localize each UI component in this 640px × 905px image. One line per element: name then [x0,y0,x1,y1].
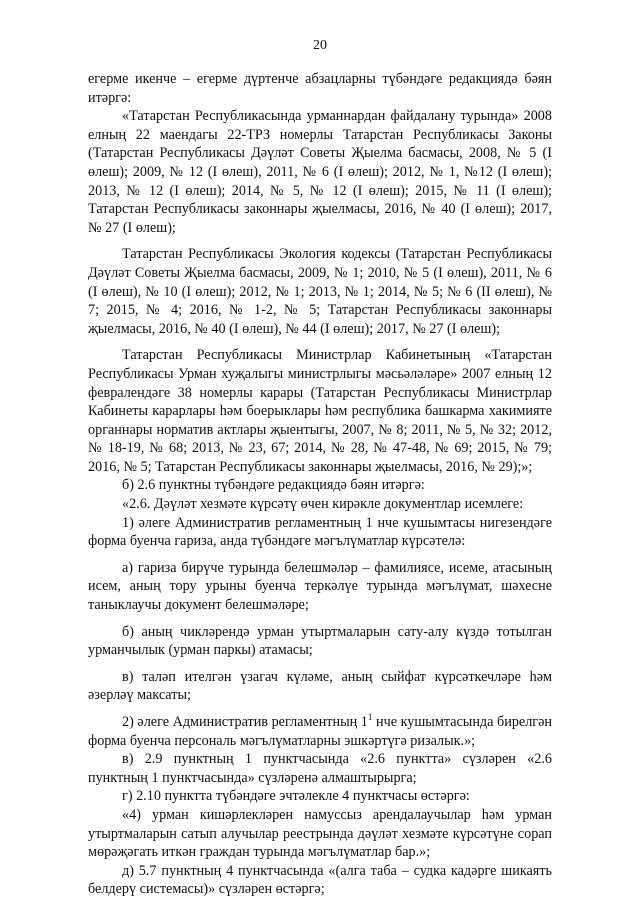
paragraph-sub-4: «4) урман кишәрлекләрен намуссыз арендалаучылар һәм урман утыртмаларын сатып алучылар реестрында дәүләт хезмәте күрсәтүне сорап мөрәҗәгать иткән граждан турында мәгълүматлар бар.»; [88,806,552,861]
paragraph-cabinet-resolution: Татарстан Республикасы Министрлар Кабинетының «Татарстан Республикасы Урман хуҗалыгы министрлыгы мәсьәләләре» 2007 елның 12 февралендәге 38 номерлы карары (Татарстан Республикасы Министрлар Кабинеты карарлары һәм боерыклары һәм республика башкарма хакимияте органнары норматив актлары җыентыгы, 2007, № 8; 2011, № 5, № 32; 2012, № 18-19, № 68; 2013, № 23, 67; 2014, № 28, № 47-48, № 69; 2015, № 79; 2016, № 5; Татарстан Республикасы законнары җыелмасы, 2016, № 29);»; [88,347,552,475]
paragraph-sub-a: а) гариза бирүче турында белешмәләр – фамилиясе, исеме, атасының исем, аның тору урыны буенча теркәлүе турында мәгълүмат, шәхесне таныклаучы документ белешмәләре; [88,559,552,614]
sub-2-text-start: 2) әлеге Административ регламентның 1 [122,714,368,730]
paragraph-item-g: г) 2.10 пунктта түбәндәге эчтәлекле 4 пунктчасы өстәргә: [122,788,470,805]
paragraph-2-6-heading: «2.6. Дәүләт хезмәте күрсәтү өчен кирәкле документлар исемлеге: [122,496,524,513]
superscript: 1 [367,712,373,722]
paragraph-continuation: егерме икенче – егерме дүртенче абзацларны түбәндәге редакциядә бәян итәргә: [88,71,552,106]
paragraph-item-b: б) 2.6 пунктны түбәндәге редакциядә бәян итәргә: [122,477,425,494]
paragraph-item-v: в) 2.9 пунктның 1 пунктчасында «2.6 пунктта» сүзләрен «2.6 пунктның 1 пунктчасында» сүзләренә алмаштырырга; [88,751,552,786]
paragraph-sub-b: б) аның чикләрендә урман утыртмаларын сату-алу күздә тотылган урманчылык (урман паркы) атамасы; [88,623,552,659]
paragraph-sub-v: в) таләп ителгән үзагач күләме, аның сыйфат күрсәткечләре һәм әзерләү максаты; [88,668,552,704]
paragraph-forest-law: «Татарстан Республикасында урманнардан файдалану турында» 2008 елның 22 маендагы 22-ТРЗ номерлы Татарстан Республикасы Законы (Татарстан Республикасы Дәүләт Советы Җыелма басмасы, 2008, № 5 (I өлеш); 2009, № 12 (I өлеш), 2011, № 6 (I өлеш); 2012, № 1, №12 (I өлеш); 2013, № 12 (I өлеш); 2014, № 5, № 12 (I өлеш); 2015, № 11 (I өлеш); Татарстан Республикасы законнары җыелмасы, 2016, № 40 (I өлеш); 2017, № 27 (I өлеш); [88,108,552,236]
paragraph-item-d: д) 5.7 пунктның 4 пунктчасында «(алга таба – судка кадәрге шикаять белдерү системасы)» сүзләрен өстәргә; [88,862,552,898]
paragraph-sub-1: 1) әлеге Административ регламентның 1 нче кушымтасы нигезендәге форма буенча гариза, анда түбәндәге мәгълүматлар күрсәтелә: [88,514,552,550]
paragraph-ecology-code: Татарстан Республикасы Экология кодексы (Татарстан Республикасы Дәүләт Советы Җыелма басмасы, 2009, № 1; 2010, № 5 (I өлеш), 2011, № 6 (I өлеш), № 10 (I өлеш); 2012, № 1; 2013, № 1; 2014, № 5; № 6 (II өлеш), № 7; 2015, № 4; 2016, № 1-2, № 5; Татарстан Республикасы законнары җыелмасы, 2016, № 40 (I өлеш), № 44 (I өлеш); 2017, № 27 (I өлеш); [88,246,552,337]
document-body [88,70,552,899]
page-number: 20 [313,38,327,53]
paragraph-sub-2 [88,713,552,750]
sub-2-text-end: нче кушымтасында бирелгән форма буенча персональ мәгълүматларны эшкәртүгә ризалык.»; [88,714,552,749]
